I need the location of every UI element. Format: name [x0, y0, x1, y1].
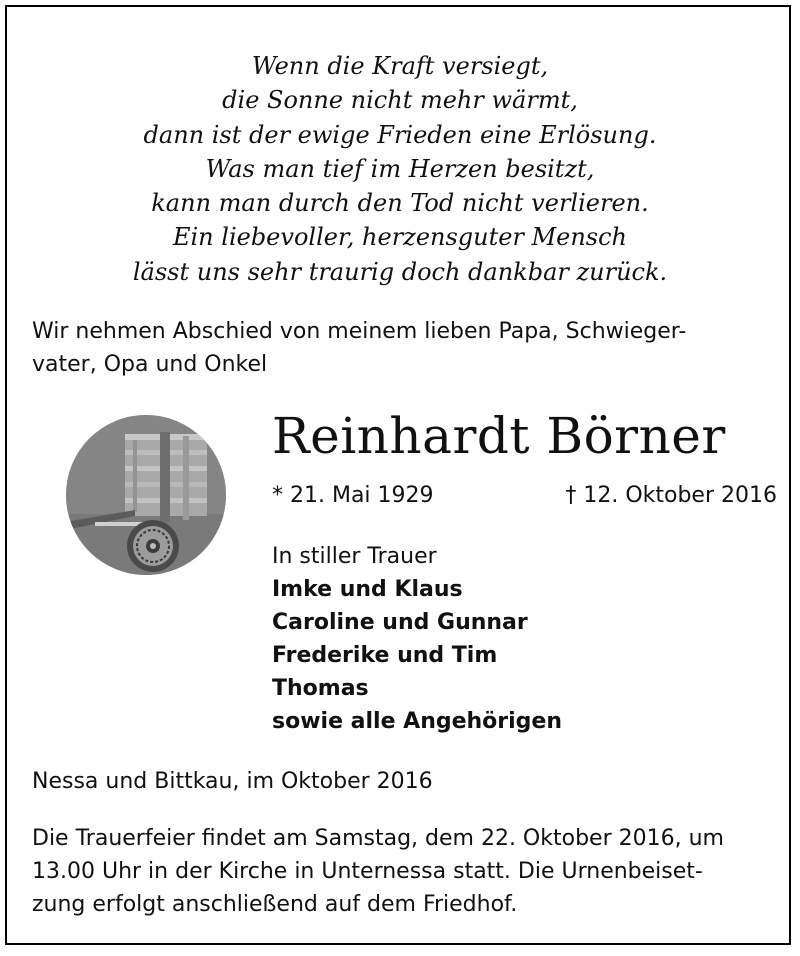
mourner-name: Caroline und Gunnar: [272, 610, 528, 635]
mourner-name: Imke und Klaus: [272, 577, 463, 602]
poem-line: Wenn die Kraft versiegt,: [251, 52, 549, 80]
poem-line: Was man tief im Herzen besitzt,: [205, 154, 595, 183]
poem-line: Ein liebevoller, herzensguter Mensch: [172, 223, 628, 252]
funeral-line: Die Trauerfeier findet am Samstag, dem 22. Oktober 2016, um: [32, 826, 724, 851]
obituary-frame: [5, 5, 791, 945]
poem-line: kann man durch den Tod nicht verlieren.: [151, 189, 649, 218]
mourner-name: Frederike und Tim: [272, 643, 498, 668]
death-date: † 12. Oktober 2016: [565, 483, 777, 508]
poem: [7, 49, 793, 289]
deceased-name: Reinhardt Börner: [272, 407, 726, 465]
mourner-name: Thomas: [272, 676, 369, 701]
mourners-list: [272, 540, 562, 738]
intro-line: Wir nehmen Abschied von meinem lieben Papa, Schwieger-: [32, 319, 687, 344]
intro-line: vater, Opa und Onkel: [32, 352, 268, 377]
funeral-notice: [32, 822, 777, 921]
funeral-line: zung erfolgt anschließend auf dem Friedhof.: [32, 892, 518, 917]
poem-line: lässt uns sehr traurig doch dankbar zurück.: [132, 257, 668, 286]
mourning-lead: In stiller Trauer: [272, 544, 437, 569]
mourner-name: sowie alle Angehörigen: [272, 709, 563, 734]
funeral-line: 13.00 Uhr in der Kirche in Unternessa statt. Die Urnenbeiset-: [32, 859, 703, 884]
farewell-intro: [32, 315, 777, 381]
wagon-wheel-photo-icon: [65, 414, 227, 576]
birth-date: * 21. Mai 1929: [272, 483, 434, 508]
poem-line: die Sonne nicht mehr wärmt,: [222, 86, 578, 115]
place-and-date: Nessa und Bittkau, im Oktober 2016: [32, 769, 433, 794]
poem-line: dann ist der ewige Frieden eine Erlösung.: [143, 120, 657, 149]
